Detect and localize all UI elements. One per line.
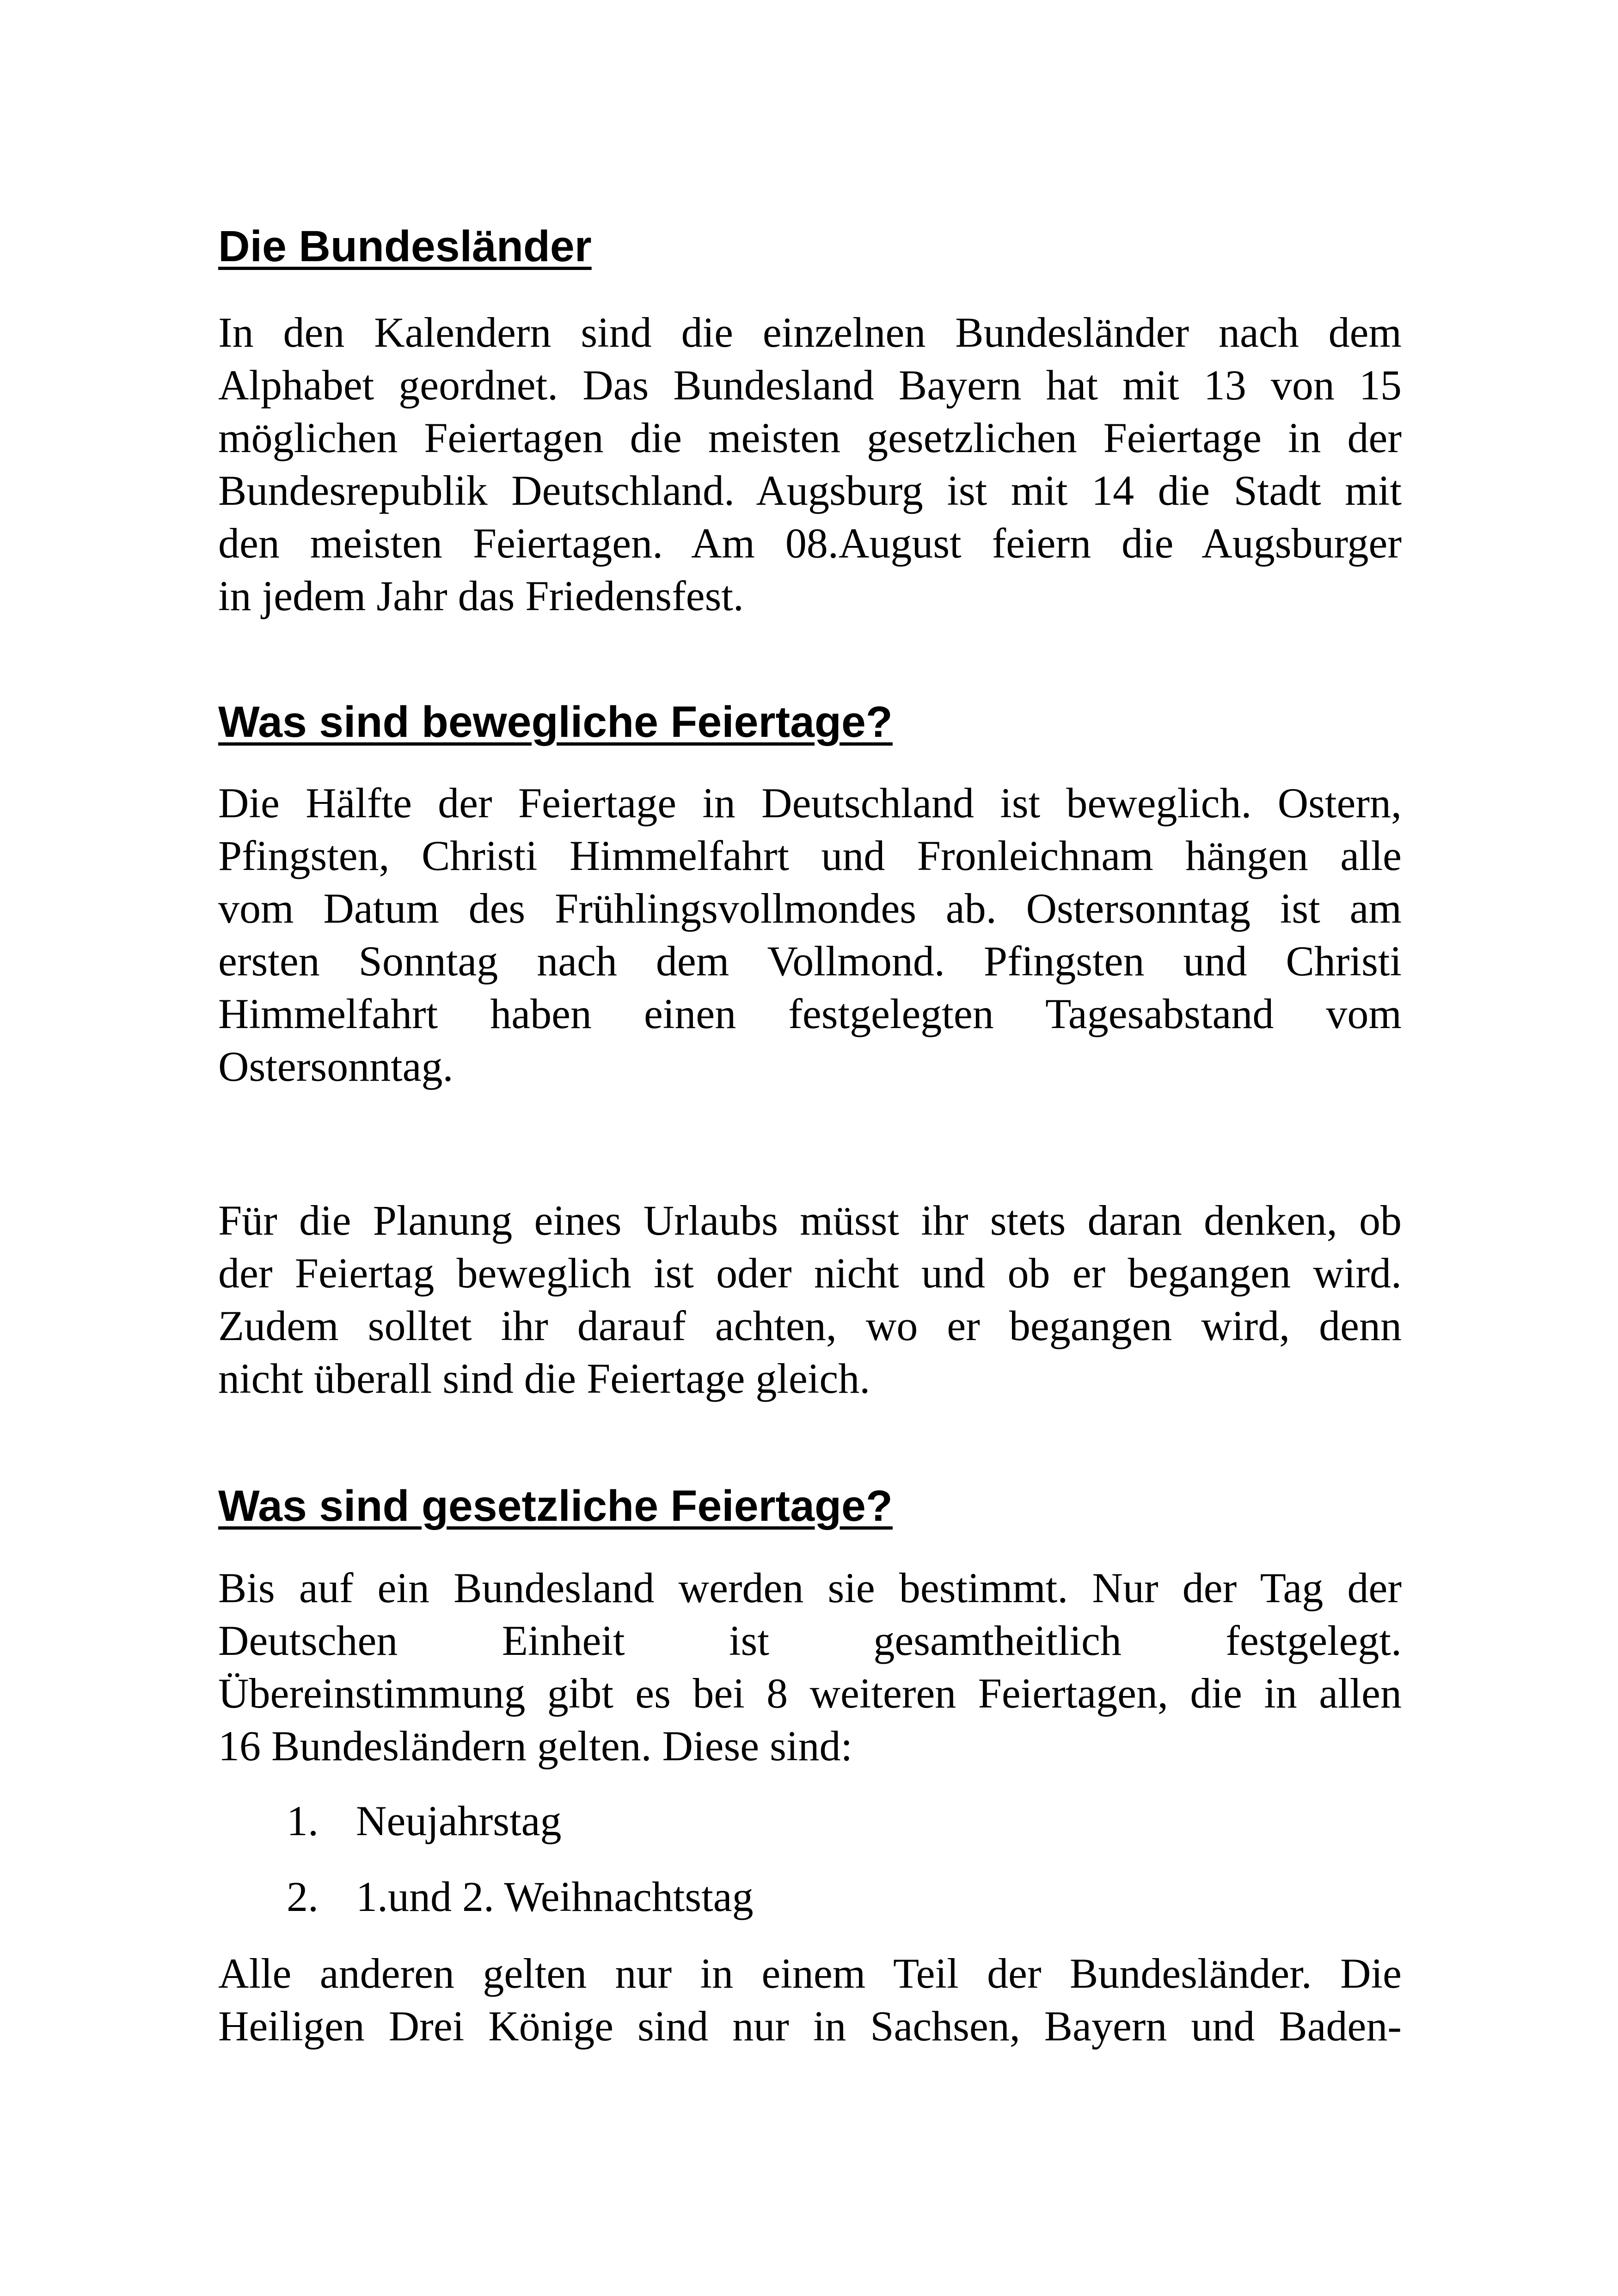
- text-line: Für die Planung eines Urlaubs müsst ihr stets daran denken, ob: [218, 1197, 1402, 1244]
- text-line: Alphabet geordnet. Das Bundesland Bayern hat mit 13 von 15: [218, 361, 1402, 409]
- paragraph-bewegliche-feiertage: [218, 777, 1402, 1093]
- text-line: Zudem solltet ihr darauf achten, wo er begangen wird, denn: [218, 1302, 1402, 1349]
- list-item-number: 2.: [287, 1873, 319, 1920]
- text-line: 16 Bundesländern gelten. Diese sind:: [218, 1722, 853, 1769]
- paragraph-urlaubsplanung: [218, 1194, 1402, 1405]
- list-item-text: 1.und 2. Weihnachtstag: [356, 1873, 754, 1920]
- list-item-text: Neujahrstag: [356, 1797, 562, 1844]
- text-line: Die Hälfte der Feiertage in Deutschland ist beweglich. Ostern,: [218, 779, 1402, 827]
- heading-gesetzliche-feiertage: Was sind gesetzliche Feiertage?: [218, 1482, 893, 1531]
- paragraph-gesetzliche-feiertage: [218, 1561, 1402, 1772]
- text-line: vom Datum des Frühlingsvollmondes ab. Ostersonntag ist am: [218, 885, 1402, 932]
- text-line: Himmelfahrt haben einen festgelegten Tagesabstand vom: [218, 990, 1402, 1037]
- text-line: ersten Sonntag nach dem Vollmond. Pfingsten und Christi: [218, 937, 1402, 985]
- paragraph-bundeslaender: [218, 306, 1402, 622]
- text-line: Heiligen Drei Könige sind nur in Sachsen, Bayern und Baden-: [218, 2002, 1402, 2050]
- text-line: Ostersonntag.: [218, 1043, 454, 1090]
- text-line: Deutschen Einheit ist gesamtheitlich festgelegt.: [218, 1617, 1402, 1664]
- text-line: nicht überall sind die Feiertage gleich.: [218, 1355, 870, 1402]
- text-line: Alle anderen gelten nur in einem Teil der Bundesländer. Die: [218, 1950, 1402, 1997]
- text-line: In den Kalendern sind die einzelnen Bundesländer nach dem: [218, 309, 1402, 356]
- paragraph-andere-feiertage: [218, 1947, 1402, 2052]
- text-line: Übereinstimmung gibt es bei 8 weiteren Feiertagen, die in allen: [218, 1670, 1402, 1717]
- list-item: [218, 1870, 1402, 1946]
- list-item: [218, 1794, 1402, 1870]
- text-line: möglichen Feiertagen die meisten gesetzlichen Feiertage in der: [218, 414, 1402, 461]
- heading-bundeslaender: Die Bundesländer: [218, 222, 592, 271]
- text-line: in jedem Jahr das Friedensfest.: [218, 572, 744, 619]
- text-line: der Feiertag beweglich ist oder nicht und ob er begangen wird.: [218, 1249, 1402, 1297]
- text-line: Bundesrepublik Deutschland. Augsburg ist mit 14 die Stadt mit: [218, 467, 1402, 514]
- list-item-number: 1.: [287, 1797, 319, 1844]
- heading-bewegliche-feiertage: Was sind bewegliche Feiertage?: [218, 698, 893, 747]
- text-line: den meisten Feiertagen. Am 08.August feiern die Augsburger: [218, 520, 1402, 567]
- holiday-list: [218, 1794, 1402, 1946]
- text-line: Bis auf ein Bundesland werden sie bestimmt. Nur der Tag der: [218, 1564, 1402, 1611]
- text-line: Pfingsten, Christi Himmelfahrt und Fronleichnam hängen alle: [218, 832, 1402, 879]
